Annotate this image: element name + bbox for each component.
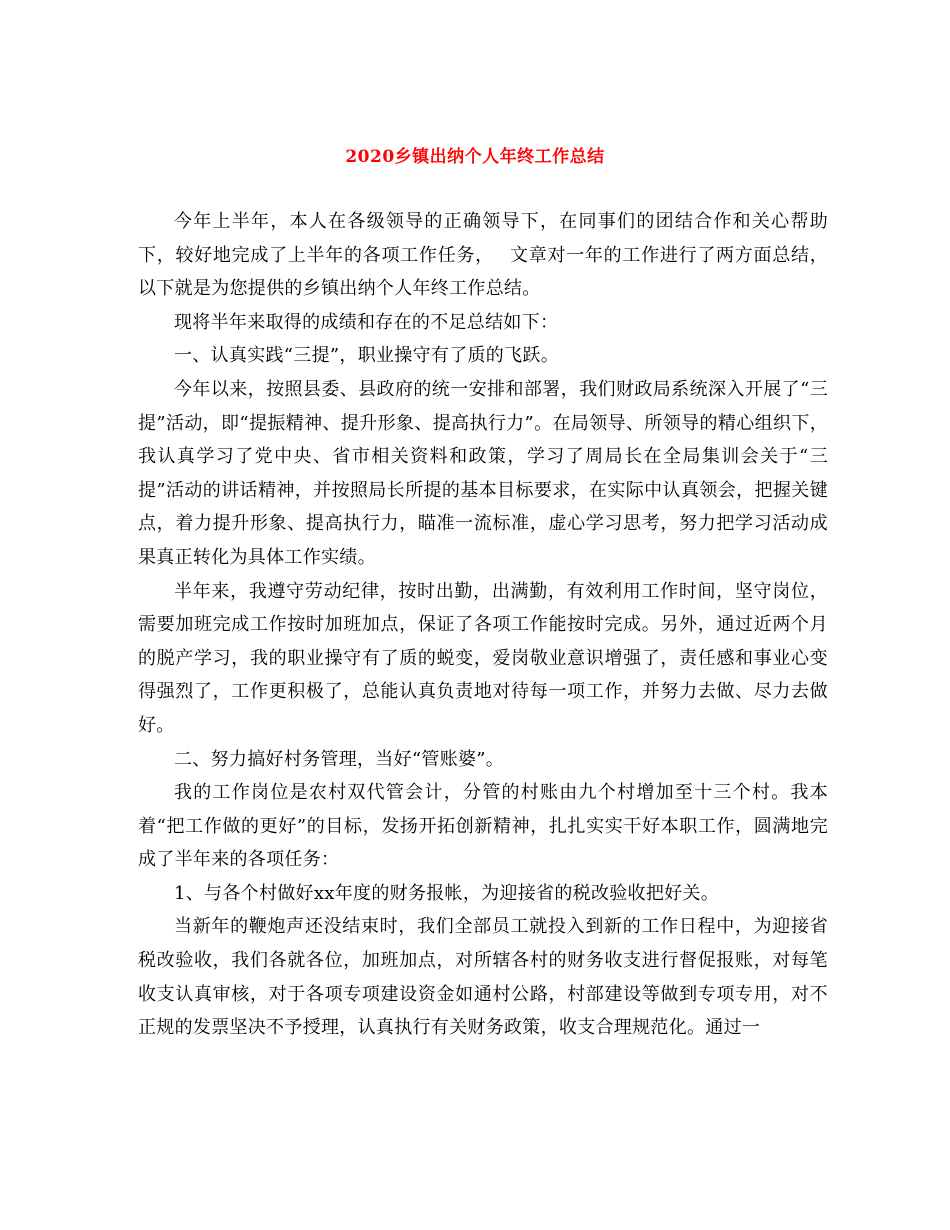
paragraph-summary-lead: 现将半年来取得的成绩和存在的不足总结如下： — [174, 311, 559, 333]
paragraph-job-role: 我的工作岗位是农村双代管会计，分管的村账由九个村增加至十三个村。我本着“把工作做的更好”的目标，发扬开拓创新精神，扎扎实实干好本职工作，圆满地完成了半年来的各项任务： — [138, 782, 828, 871]
paragraph-new-year-work: 当新年的鞭炮声还没结束时，我们全部员工就投入到新的工作日程中，为迎接省税改验收，我们各就各位，加班加点，对所辖各村的财务收支进行督促报账，对每笔收支认真审核，对于各项专项建设资金如通村公路，村部建设等做到专项专用，对不正规的发票坚决不予授理，认真执行有关财务政策，收支合理规范化。通过一 — [138, 916, 828, 1039]
document-title: 2020乡镇出纳个人年终工作总结 — [345, 147, 605, 167]
section-heading-1: 一、认真实践“三提”，职业操守有了质的飞跃。 — [174, 345, 560, 367]
paragraph-intro: 今年上半年，本人在各级领导的正确领导下，在同事们的团结合作和关心帮助下，较好地完成了上半年的各项工作任务， 文章对一年的工作进行了两方面总结，以下就是为您提供的乡镇出纳个人年终工作总结。 — [138, 211, 828, 300]
subsection-heading-1: 1、与各个村做好xx年度的财务报帐，为迎接省的税改验收把好关。 — [174, 882, 720, 904]
document-body — [138, 205, 828, 1045]
paragraph-discipline: 半年来，我遵守劳动纪律，按时出勤，出满勤，有效利用工作时间，坚守岗位，需要加班完成工作按时加班加点，保证了各项工作能按时完成。另外，通过近两个月的脱产学习，我的职业操守有了质的蜕变，爱岗敬业意识增强了，责任感和事业心变得强烈了，工作更积极了，总能认真负责地对待每一项工作，并努力去做、尽力去做好。 — [138, 580, 828, 736]
paragraph-sanzhi-activity: 今年以来，按照县委、县政府的统一安排和部署，我们财政局系统深入开展了“三提”活动，即“提振精神、提升形象、提高执行力”。在局领导、所领导的精心组织下，我认真学习了党中央、省市相关资料和政策，学习了周局长在全局集训会关于“三提”活动的讲话精神，并按照局长所提的基本目标要求，在实际中认真领会，把握关键点，着力提升形象、提高执行力，瞄准一流标准，虚心学习思考，努力把学习活动成果真正转化为具体工作实绩。 — [138, 378, 828, 568]
section-heading-2: 二、努力搞好村务管理，当好“管账婆”。 — [174, 748, 505, 770]
